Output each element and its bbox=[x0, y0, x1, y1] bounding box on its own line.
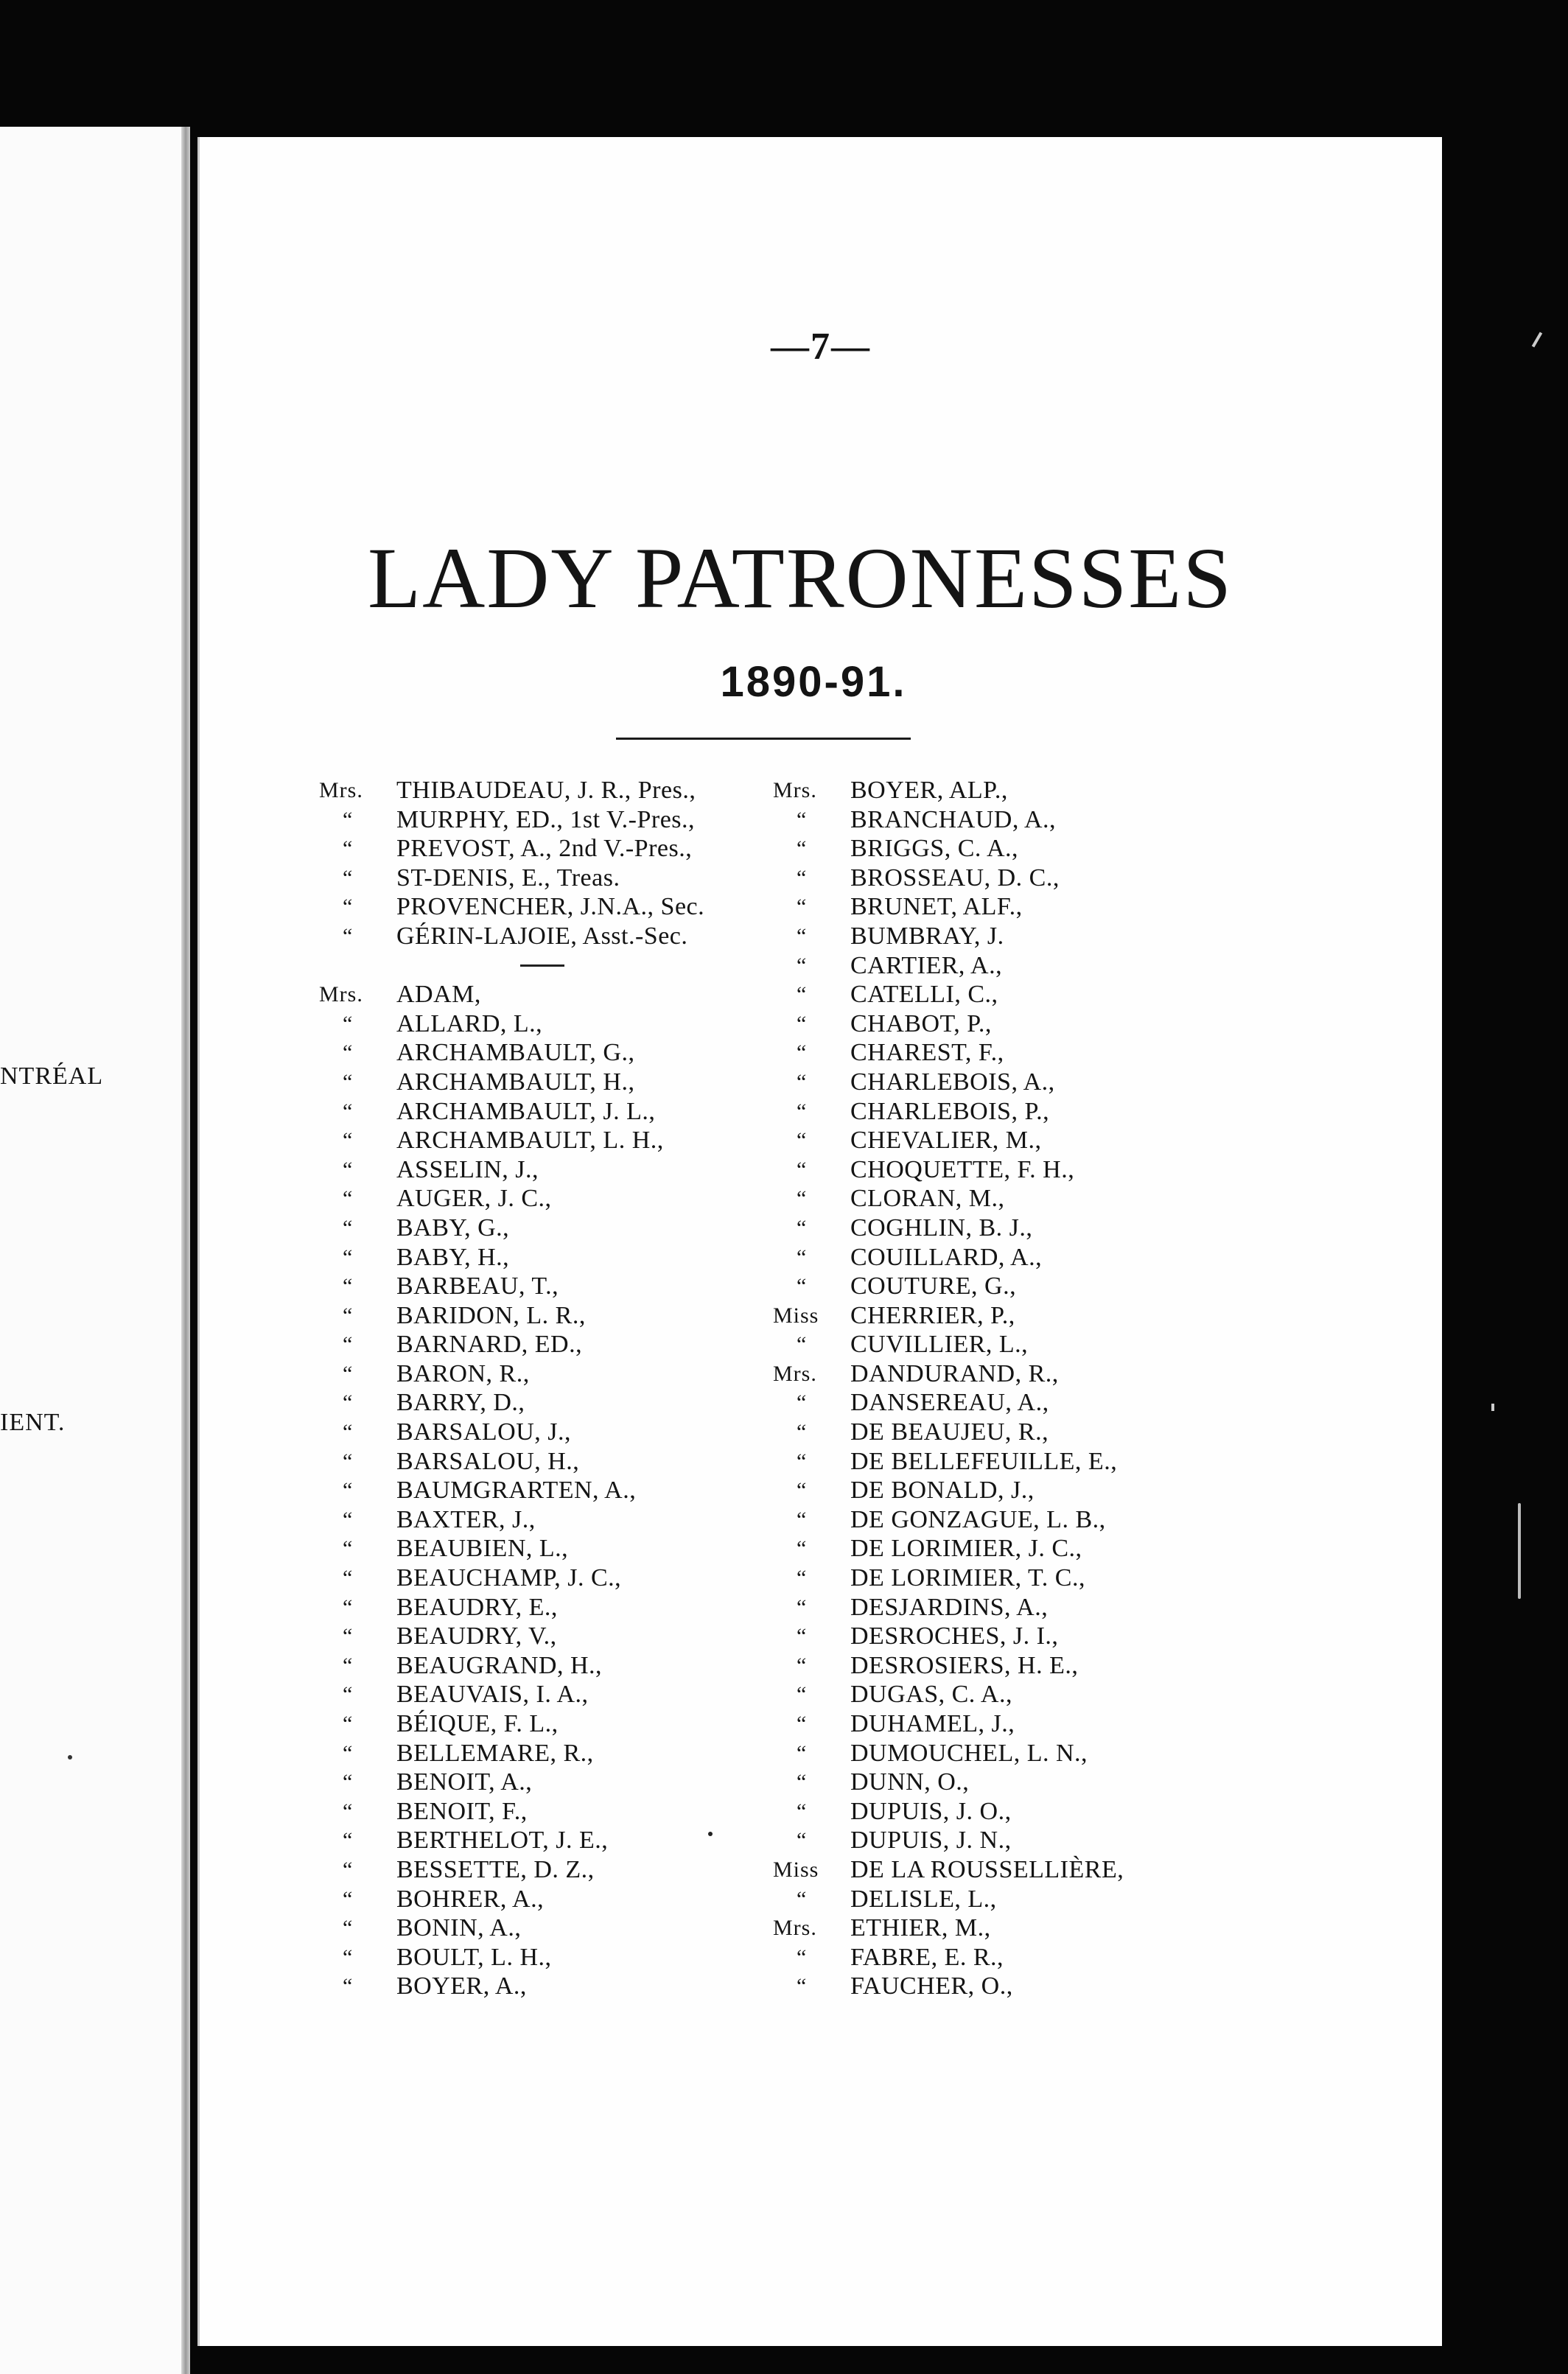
list-item bbox=[773, 1797, 1124, 1827]
patroness-name: CHEVALIER, M., bbox=[850, 1127, 1042, 1155]
list-item bbox=[773, 1593, 1124, 1622]
scan-mark bbox=[1518, 1503, 1521, 1599]
patroness-name: THIBAUDEAU, J. R., Pres., bbox=[396, 777, 696, 804]
honorific: “ bbox=[797, 1011, 808, 1036]
honorific: “ bbox=[797, 1594, 808, 1620]
list-item bbox=[319, 1885, 704, 1914]
honorific: Mrs. bbox=[319, 982, 363, 1007]
honorific: “ bbox=[343, 1069, 354, 1094]
previous-page-fragment: NTRÉAL bbox=[0, 1062, 104, 1090]
honorific: “ bbox=[797, 1040, 808, 1065]
patroness-name: CHAREST, F., bbox=[850, 1039, 1004, 1067]
patroness-name: ADAM, bbox=[396, 981, 481, 1009]
list-item bbox=[319, 834, 704, 864]
list-item bbox=[773, 1126, 1124, 1155]
honorific: “ bbox=[797, 894, 808, 920]
patroness-name: DESROSIERS, H. E., bbox=[850, 1651, 1079, 1679]
honorific: “ bbox=[797, 836, 808, 861]
honorific: “ bbox=[343, 1594, 354, 1620]
patroness-name: CHERRIER, P., bbox=[850, 1301, 1015, 1329]
list-item bbox=[773, 980, 1124, 1009]
list-item bbox=[319, 1068, 704, 1097]
list-item bbox=[319, 1739, 704, 1768]
honorific: “ bbox=[797, 1886, 808, 1911]
patroness-name: BAXTER, J., bbox=[396, 1505, 536, 1533]
list-item bbox=[319, 1009, 704, 1039]
list-item bbox=[319, 1826, 704, 1855]
patroness-name: BRANCHAUD, A., bbox=[850, 805, 1057, 833]
patroness-name: MURPHY, ED., 1st V.-Pres., bbox=[396, 805, 696, 833]
honorific: “ bbox=[343, 1653, 354, 1678]
honorific: “ bbox=[343, 1332, 354, 1357]
list-item bbox=[319, 1943, 704, 1972]
list-item bbox=[773, 922, 1124, 951]
patroness-name: DE GONZAGUE, L. B., bbox=[850, 1505, 1106, 1533]
list-item bbox=[319, 980, 704, 1009]
honorific: “ bbox=[343, 1944, 354, 1969]
patroness-name: BRUNET, ALF., bbox=[850, 893, 1023, 921]
honorific: “ bbox=[343, 1770, 354, 1795]
list-item bbox=[773, 1826, 1124, 1855]
patroness-name: CATELLI, C., bbox=[850, 981, 998, 1009]
list-item bbox=[773, 1505, 1124, 1535]
patroness-name: DUPUIS, J. N., bbox=[850, 1827, 1012, 1855]
patroness-name: DE LA ROUSSELLIÈRE, bbox=[850, 1855, 1124, 1883]
honorific: “ bbox=[797, 1974, 808, 1999]
list-item bbox=[319, 1184, 704, 1214]
honorific: “ bbox=[343, 1274, 354, 1299]
patroness-name: BÉIQUE, F. L., bbox=[396, 1710, 559, 1737]
honorific: “ bbox=[797, 1478, 808, 1503]
list-item bbox=[773, 1913, 1124, 1943]
honorific: “ bbox=[797, 1390, 808, 1415]
honorific: “ bbox=[797, 1157, 808, 1182]
patroness-name: FABRE, E. R., bbox=[850, 1943, 1004, 1971]
page-title: LADY PATRONESSES bbox=[367, 530, 1233, 626]
list-item bbox=[773, 776, 1124, 805]
honorific: “ bbox=[797, 923, 808, 948]
list-item bbox=[319, 1797, 704, 1827]
list-item bbox=[319, 1534, 704, 1564]
honorific: Mrs. bbox=[773, 1916, 817, 1941]
honorific: “ bbox=[797, 1799, 808, 1824]
patroness-name: COUTURE, G., bbox=[850, 1272, 1017, 1300]
list-item bbox=[319, 1359, 704, 1389]
honorific: “ bbox=[797, 1420, 808, 1445]
patroness-name: ARCHAMBAULT, H., bbox=[396, 1068, 635, 1096]
patroness-name: BONIN, A., bbox=[396, 1914, 522, 1942]
patroness-name: GÉRIN-LAJOIE, Asst.-Sec. bbox=[396, 922, 688, 950]
honorific: “ bbox=[797, 1770, 808, 1795]
patroness-list-right bbox=[773, 776, 1124, 2001]
list-item bbox=[773, 951, 1124, 981]
list-item bbox=[773, 892, 1124, 922]
patroness-name: BARON, R., bbox=[396, 1359, 530, 1387]
patroness-name: BEAUVAIS, I. A., bbox=[396, 1681, 589, 1709]
list-item bbox=[319, 864, 704, 893]
honorific: “ bbox=[343, 1682, 354, 1707]
list-item bbox=[319, 1388, 704, 1418]
honorific: “ bbox=[343, 1128, 354, 1153]
patroness-name: DE LORIMIER, J. C., bbox=[850, 1535, 1082, 1563]
scan-mark bbox=[1532, 332, 1542, 347]
list-item bbox=[319, 805, 704, 835]
patroness-name: ASSELIN, J., bbox=[396, 1155, 539, 1183]
list-item bbox=[319, 1476, 704, 1505]
patroness-name: DUNN, O., bbox=[850, 1768, 970, 1796]
honorific: “ bbox=[343, 1624, 354, 1649]
honorific: “ bbox=[343, 1244, 354, 1270]
list-item bbox=[319, 1126, 704, 1155]
list-item bbox=[773, 1768, 1124, 1797]
patroness-name: DESROCHES, J. I., bbox=[850, 1622, 1059, 1650]
honorific: Mrs. bbox=[773, 778, 817, 802]
patroness-name: BRIGGS, C. A., bbox=[850, 835, 1019, 863]
patroness-name: BABY, G., bbox=[396, 1214, 510, 1242]
list-item bbox=[773, 834, 1124, 864]
list-item bbox=[773, 1564, 1124, 1593]
honorific: “ bbox=[343, 1420, 354, 1445]
honorific: “ bbox=[343, 1478, 354, 1503]
list-item bbox=[773, 1534, 1124, 1564]
honorific: “ bbox=[343, 1536, 354, 1561]
list-item bbox=[319, 1680, 704, 1709]
patroness-name: ALLARD, L., bbox=[396, 1009, 543, 1037]
page-fold bbox=[181, 127, 190, 2374]
patroness-name: CHARLEBOIS, P., bbox=[850, 1097, 1050, 1125]
honorific: “ bbox=[797, 1186, 808, 1211]
list-item bbox=[319, 1564, 704, 1593]
ink-speck bbox=[68, 1755, 72, 1760]
honorific: “ bbox=[343, 807, 354, 832]
honorific: “ bbox=[343, 1361, 354, 1386]
patroness-name: ARCHAMBAULT, J. L., bbox=[396, 1097, 656, 1125]
patroness-name: BERTHELOT, J. E., bbox=[396, 1827, 609, 1855]
honorific: “ bbox=[797, 1274, 808, 1299]
honorific: “ bbox=[343, 1215, 354, 1240]
honorific: “ bbox=[797, 1712, 808, 1736]
patroness-name: BEAUCHAMP, J. C., bbox=[396, 1564, 622, 1592]
previous-page-fragment: IENT. bbox=[0, 1409, 66, 1436]
patroness-name: BABY, H., bbox=[396, 1243, 510, 1271]
list-item bbox=[319, 1097, 704, 1127]
list-item bbox=[773, 1418, 1124, 1447]
list-item bbox=[773, 1068, 1124, 1097]
patroness-name: DUHAMEL, J., bbox=[850, 1710, 1015, 1737]
list-item bbox=[319, 1622, 704, 1651]
list-item bbox=[773, 1009, 1124, 1039]
honorific: “ bbox=[797, 1128, 808, 1153]
patroness-name: DELISLE, L., bbox=[850, 1885, 997, 1913]
list-item bbox=[773, 805, 1124, 835]
patroness-name: AUGER, J. C., bbox=[396, 1185, 552, 1213]
list-item bbox=[319, 1447, 704, 1477]
honorific: “ bbox=[797, 1536, 808, 1561]
patroness-name: BENOIT, F., bbox=[396, 1797, 528, 1825]
honorific: “ bbox=[343, 1857, 354, 1882]
honorific: “ bbox=[343, 1507, 354, 1532]
honorific: “ bbox=[343, 1157, 354, 1182]
list-item bbox=[319, 892, 704, 922]
patroness-name: BEAUBIEN, L., bbox=[396, 1535, 569, 1563]
patroness-name: ETHIER, M., bbox=[850, 1914, 991, 1942]
patroness-name: BOULT, L. H., bbox=[396, 1943, 552, 1971]
list-item bbox=[773, 1184, 1124, 1214]
honorific: “ bbox=[797, 1682, 808, 1707]
year-heading: 1890-91. bbox=[720, 658, 907, 706]
honorific: “ bbox=[343, 1974, 354, 1999]
honorific: “ bbox=[343, 1303, 354, 1328]
honorific: “ bbox=[797, 865, 808, 890]
list-item bbox=[319, 1330, 704, 1359]
patroness-name: BEAUGRAND, H., bbox=[396, 1651, 602, 1679]
patroness-name: BARBEAU, T., bbox=[396, 1272, 559, 1300]
patroness-name: PROVENCHER, J.N.A., Sec. bbox=[396, 893, 705, 921]
list-item bbox=[773, 1388, 1124, 1418]
list-item bbox=[319, 1651, 704, 1681]
list-item bbox=[319, 1272, 704, 1301]
list-item bbox=[773, 1709, 1124, 1739]
list-item bbox=[319, 1038, 704, 1068]
list-item bbox=[773, 1680, 1124, 1709]
honorific: “ bbox=[797, 1332, 808, 1357]
previous-page bbox=[0, 127, 190, 2374]
list-item bbox=[773, 1972, 1124, 2001]
patroness-name: BUMBRAY, J. bbox=[850, 922, 1004, 950]
list-item bbox=[773, 1155, 1124, 1185]
list-item bbox=[773, 1651, 1124, 1681]
patroness-name: PREVOST, A., 2nd V.-Pres., bbox=[396, 835, 693, 863]
list-item bbox=[773, 1330, 1124, 1359]
patroness-name: DUMOUCHEL, L. N., bbox=[850, 1739, 1088, 1767]
honorific: “ bbox=[343, 1799, 354, 1824]
patroness-name: BARSALOU, J., bbox=[396, 1418, 571, 1446]
honorific: “ bbox=[797, 982, 808, 1007]
honorific: “ bbox=[797, 1244, 808, 1270]
patroness-name: BROSSEAU, D. C., bbox=[850, 864, 1060, 892]
list-item bbox=[773, 1359, 1124, 1389]
honorific: “ bbox=[797, 1653, 808, 1678]
list-item bbox=[773, 1214, 1124, 1243]
list-item bbox=[319, 1913, 704, 1943]
list-item bbox=[773, 1885, 1124, 1914]
patroness-name: ARCHAMBAULT, G., bbox=[396, 1039, 635, 1067]
list-item bbox=[773, 1476, 1124, 1505]
honorific: “ bbox=[343, 1740, 354, 1765]
list-item bbox=[319, 776, 704, 805]
patroness-name: BARIDON, L. R., bbox=[396, 1301, 586, 1329]
honorific: “ bbox=[797, 1215, 808, 1240]
patroness-name: BEAUDRY, E., bbox=[396, 1593, 558, 1621]
list-item bbox=[773, 1097, 1124, 1127]
patroness-name: BESSETTE, D. Z., bbox=[396, 1855, 595, 1883]
honorific: Mrs. bbox=[773, 1361, 817, 1386]
patroness-name: BARSALOU, H., bbox=[396, 1447, 580, 1475]
patroness-name: DE BEAUJEU, R., bbox=[850, 1418, 1049, 1446]
list-item bbox=[773, 1622, 1124, 1651]
patroness-name: DUPUIS, J. O., bbox=[850, 1797, 1012, 1825]
list-item bbox=[773, 864, 1124, 893]
honorific: “ bbox=[343, 894, 354, 920]
honorific: “ bbox=[343, 836, 354, 861]
honorific: “ bbox=[343, 1186, 354, 1211]
patroness-name: DE BONALD, J., bbox=[850, 1477, 1035, 1505]
honorific: “ bbox=[343, 1449, 354, 1474]
list-item bbox=[773, 1243, 1124, 1272]
ink-speck bbox=[708, 1832, 713, 1836]
list-item bbox=[773, 1943, 1124, 1972]
patroness-name: DESJARDINS, A., bbox=[850, 1593, 1049, 1621]
list-item bbox=[319, 922, 704, 951]
page-number: —7— bbox=[771, 326, 871, 368]
patroness-name: DUGAS, C. A., bbox=[850, 1681, 1012, 1709]
patroness-name: DANSEREAU, A., bbox=[850, 1389, 1049, 1417]
list-item bbox=[773, 1301, 1124, 1331]
honorific: Mrs. bbox=[319, 778, 363, 802]
list-item bbox=[319, 1418, 704, 1447]
patroness-name: BELLEMARE, R., bbox=[396, 1739, 594, 1767]
honorific: “ bbox=[797, 1624, 808, 1649]
list-item bbox=[319, 1855, 704, 1885]
patroness-name: COUILLARD, A., bbox=[850, 1243, 1043, 1271]
honorific: “ bbox=[797, 1449, 808, 1474]
title-rule bbox=[616, 738, 911, 740]
honorific: “ bbox=[797, 1099, 808, 1124]
patroness-name: BEAUDRY, V., bbox=[396, 1622, 557, 1650]
honorific: “ bbox=[797, 1069, 808, 1094]
patroness-name: BOYER, A., bbox=[396, 1972, 527, 2000]
list-item bbox=[319, 1243, 704, 1272]
patroness-name: DE BELLEFEUILLE, E., bbox=[850, 1447, 1118, 1475]
patroness-name: BENOIT, A., bbox=[396, 1768, 533, 1796]
honorific: “ bbox=[343, 1886, 354, 1911]
patroness-name: BOYER, ALP., bbox=[850, 777, 1008, 804]
honorific: “ bbox=[797, 1828, 808, 1853]
honorific: “ bbox=[797, 1566, 808, 1591]
scan-mark bbox=[1491, 1404, 1494, 1411]
honorific: Miss bbox=[773, 1303, 819, 1328]
list-item bbox=[319, 1972, 704, 2001]
list-item bbox=[319, 1301, 704, 1331]
section-separator bbox=[319, 951, 704, 981]
honorific: “ bbox=[343, 1916, 354, 1941]
separator-dash bbox=[520, 964, 564, 967]
honorific: “ bbox=[343, 1011, 354, 1036]
list-item bbox=[319, 1155, 704, 1185]
patroness-name: CUVILLIER, L., bbox=[850, 1331, 1029, 1359]
list-item bbox=[773, 1855, 1124, 1885]
patroness-name: CARTIER, A., bbox=[850, 951, 1003, 979]
honorific: “ bbox=[797, 807, 808, 832]
document-page bbox=[197, 137, 1442, 2346]
honorific: “ bbox=[343, 1099, 354, 1124]
honorific: “ bbox=[343, 1390, 354, 1415]
patroness-name: DANDURAND, R., bbox=[850, 1359, 1059, 1387]
honorific: “ bbox=[797, 1740, 808, 1765]
patroness-name: CHOQUETTE, F. H., bbox=[850, 1155, 1075, 1183]
list-item bbox=[773, 1739, 1124, 1768]
honorific: “ bbox=[343, 1566, 354, 1591]
honorific: “ bbox=[343, 1828, 354, 1853]
honorific: “ bbox=[797, 1507, 808, 1532]
list-item bbox=[319, 1505, 704, 1535]
patroness-name: BAUMGRARTEN, A., bbox=[396, 1477, 637, 1505]
list-item bbox=[773, 1038, 1124, 1068]
patroness-list-left bbox=[319, 776, 704, 2001]
honorific: “ bbox=[797, 953, 808, 978]
honorific: “ bbox=[797, 1944, 808, 1969]
patroness-name: BOHRER, A., bbox=[396, 1885, 545, 1913]
patroness-name: DE LORIMIER, T. C., bbox=[850, 1564, 1085, 1592]
honorific: “ bbox=[343, 865, 354, 890]
list-item bbox=[319, 1709, 704, 1739]
honorific: “ bbox=[343, 1712, 354, 1736]
patroness-name: CHARLEBOIS, A., bbox=[850, 1068, 1055, 1096]
list-item bbox=[773, 1272, 1124, 1301]
list-item bbox=[319, 1768, 704, 1797]
list-item bbox=[773, 1447, 1124, 1477]
patroness-name: ARCHAMBAULT, L. H., bbox=[396, 1127, 664, 1155]
list-item bbox=[319, 1214, 704, 1243]
patroness-name: COGHLIN, B. J., bbox=[850, 1214, 1033, 1242]
patroness-name: CLORAN, M., bbox=[850, 1185, 1005, 1213]
honorific: “ bbox=[343, 923, 354, 948]
patroness-name: FAUCHER, O., bbox=[850, 1972, 1013, 2000]
list-item bbox=[319, 1593, 704, 1622]
patroness-name: BARRY, D., bbox=[396, 1389, 525, 1417]
patroness-name: CHABOT, P., bbox=[850, 1009, 992, 1037]
patroness-name: ST-DENIS, E., Treas. bbox=[396, 864, 620, 892]
honorific: “ bbox=[343, 1040, 354, 1065]
honorific: Miss bbox=[773, 1857, 819, 1882]
patroness-name: BARNARD, ED., bbox=[396, 1331, 583, 1359]
